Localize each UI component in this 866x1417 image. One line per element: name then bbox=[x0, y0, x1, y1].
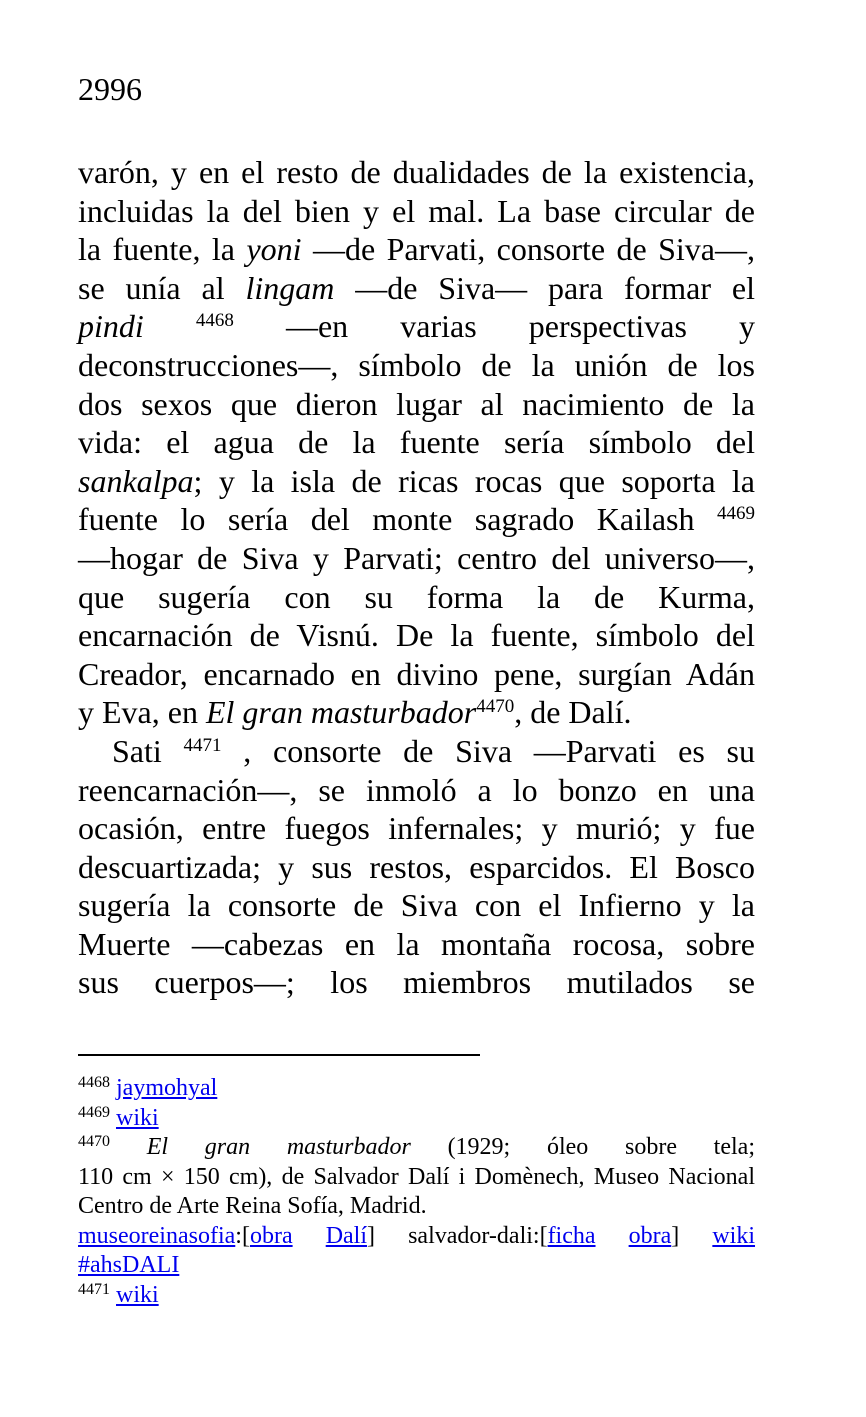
text-segment: —hogar de Siva y Parvati; centro del universo—, bbox=[78, 539, 755, 576]
text-line bbox=[78, 809, 755, 848]
text-segment: encarnación de Visnú. De la fuente, símbolo del bbox=[78, 617, 755, 654]
text-segment: dos sexos que dieron lugar al nacimiento de la bbox=[78, 385, 755, 422]
text-line bbox=[78, 269, 755, 308]
text-line bbox=[78, 963, 755, 1002]
footnote-line bbox=[78, 1222, 755, 1252]
term-pindi: pindi bbox=[78, 308, 144, 345]
text-line bbox=[78, 539, 755, 578]
text-segment: ] bbox=[671, 1222, 713, 1249]
link-museoreinasofia[interactable]: museoreinasofia bbox=[78, 1222, 236, 1249]
footnote-ref-4470: 4470 bbox=[476, 696, 515, 718]
text-segment: ocasión, entre fuegos infernales; y murió; y fue bbox=[78, 810, 755, 847]
text-segment: incluidas la del bien y el mal. La base circular de bbox=[78, 192, 755, 229]
term-lingam: lingam bbox=[245, 269, 335, 306]
text-segment: que sugería con su forma la de Kurma, bbox=[78, 578, 755, 615]
link-ficha-salvador-dali[interactable]: ficha bbox=[547, 1222, 596, 1249]
text-line bbox=[78, 732, 755, 771]
text-segment: —de Parvati, consorte de Siva—, bbox=[301, 231, 756, 268]
text-segment: Sati bbox=[112, 732, 184, 769]
text-segment: ] bbox=[367, 1222, 409, 1249]
text-segment: Creador, encarnado en divino pene, surgían Adán bbox=[78, 655, 755, 692]
text-segment: (1929; óleo sobre tela; bbox=[410, 1134, 755, 1161]
text-segment: y Eva, en bbox=[78, 694, 206, 731]
text-segment: Muerte —cabezas en la montaña rocosa, sobre bbox=[78, 925, 755, 962]
footnote-line bbox=[78, 1074, 755, 1104]
text-line bbox=[78, 346, 755, 385]
text-line bbox=[78, 500, 755, 539]
text-line bbox=[78, 578, 755, 617]
text-segment: sugería la consorte de Siva con el Infierno y la bbox=[78, 887, 755, 924]
text-segment: vida: el agua de la fuente sería símbolo del bbox=[78, 424, 755, 461]
text-segment bbox=[110, 1134, 147, 1160]
body-text bbox=[78, 153, 755, 1002]
text-line bbox=[78, 462, 755, 501]
text-line bbox=[78, 848, 755, 887]
footnote-num-4468: 4468 bbox=[78, 1074, 110, 1092]
text-line bbox=[78, 423, 755, 462]
footnote-line bbox=[78, 1251, 755, 1281]
text-segment: ; y la isla de ricas rocas que soporta la bbox=[193, 462, 755, 499]
footnote-ref-4471: 4471 bbox=[183, 734, 222, 756]
footnote-item-4471 bbox=[78, 1281, 755, 1311]
term-el-gran-masturbador-fn: El gran masturbador bbox=[146, 1134, 411, 1161]
text-line bbox=[78, 616, 755, 655]
text-segment bbox=[293, 1223, 326, 1249]
text-segment: varón, y en el resto de dualidades de la existencia, bbox=[78, 154, 755, 190]
text-segment: se unía al bbox=[78, 269, 246, 306]
text-line bbox=[78, 925, 755, 964]
text-segment bbox=[144, 308, 196, 344]
text-segment bbox=[596, 1223, 629, 1249]
footnote-item-4470 bbox=[78, 1133, 755, 1281]
text-segment: 110 cm × 150 cm), de Salvador Dalí i Domènech, Museo Nacional bbox=[78, 1163, 755, 1190]
text-segment: , de Dalí. bbox=[514, 694, 632, 731]
link-obra-salvador-dali[interactable]: obra bbox=[628, 1222, 672, 1249]
text-segment: —en varias perspectivas y bbox=[233, 308, 756, 345]
footnote-line bbox=[78, 1192, 755, 1222]
link-wiki-4469[interactable]: wiki bbox=[116, 1104, 159, 1131]
text-line bbox=[78, 693, 755, 732]
paragraph bbox=[78, 732, 755, 1002]
footnote-item-4469 bbox=[78, 1104, 755, 1134]
text-segment: deconstrucciones—, símbolo de la unión de los bbox=[78, 346, 755, 383]
link-dali-museoreinasofia[interactable]: Dalí bbox=[325, 1222, 368, 1249]
text-segment: descuartizada; y sus restos, esparcidos. El Bosco bbox=[78, 848, 755, 885]
text-line bbox=[78, 771, 755, 810]
text-line bbox=[78, 886, 755, 925]
text-segment: :[ bbox=[235, 1222, 250, 1249]
text-line bbox=[78, 153, 755, 192]
text-segment: Centro de Arte Reina Sofía, Madrid. bbox=[78, 1193, 427, 1220]
footnote-line bbox=[78, 1133, 755, 1163]
page-number: 2996 bbox=[78, 71, 142, 107]
text-segment: la fuente, la bbox=[78, 231, 247, 268]
footnote-num-4470: 4470 bbox=[78, 1133, 110, 1151]
text-segment: , consorte de Siva —Parvati es su bbox=[221, 732, 756, 769]
text-line bbox=[78, 230, 755, 269]
link-jaymohyal[interactable]: jaymohyal bbox=[116, 1075, 218, 1102]
text-segment: salvador-dali:[ bbox=[408, 1222, 548, 1249]
text-segment: sus cuerpos—; los miembros mutilados se bbox=[78, 964, 755, 1001]
link-obra-museoreinasofia[interactable]: obra bbox=[249, 1222, 293, 1249]
footnote-num-4471: 4471 bbox=[78, 1280, 110, 1298]
footnote-num-4469: 4469 bbox=[78, 1103, 110, 1121]
footnote-separator bbox=[78, 1054, 480, 1056]
paragraph bbox=[78, 153, 755, 732]
footnote-line bbox=[78, 1163, 755, 1193]
term-sankalpa: sankalpa bbox=[78, 462, 194, 499]
text-line bbox=[78, 385, 755, 424]
link-wiki-4470[interactable]: wiki bbox=[712, 1222, 756, 1249]
link-wiki-4471[interactable]: wiki bbox=[116, 1281, 159, 1308]
link-ahsdali[interactable]: #ahsDALI bbox=[78, 1252, 180, 1279]
text-segment: fuente lo sería del monte sagrado Kailash bbox=[78, 501, 717, 538]
footnotes bbox=[78, 1074, 755, 1310]
text-segment: —de Siva— para formar el bbox=[334, 269, 756, 306]
footnote-line bbox=[78, 1281, 755, 1311]
text-line bbox=[78, 307, 755, 346]
footnote-ref-4469: 4469 bbox=[717, 503, 755, 525]
footnote-line bbox=[78, 1104, 755, 1134]
term-yoni: yoni bbox=[246, 231, 302, 268]
text-line bbox=[78, 655, 755, 694]
term-el-gran-masturbador: El gran masturbador bbox=[205, 694, 477, 731]
footnote-ref-4468: 4468 bbox=[195, 310, 234, 332]
text-segment: reencarnación—, se inmoló a lo bonzo en una bbox=[78, 771, 755, 808]
footnote-item-4468 bbox=[78, 1074, 755, 1104]
text-line bbox=[78, 192, 755, 231]
